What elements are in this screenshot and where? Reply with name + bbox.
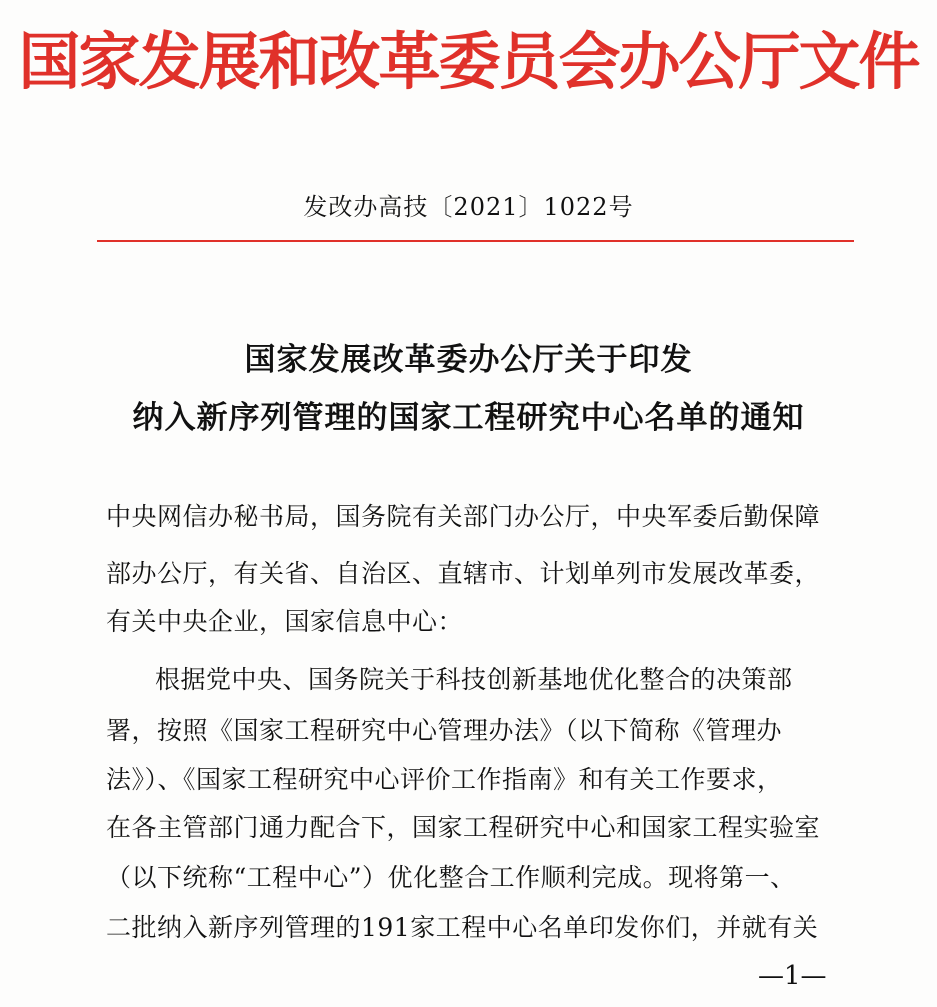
masthead-title: 国家发展和改革委员会办公厅文件 bbox=[18, 25, 919, 98]
paragraph-line-5: （以下统称“工程中心”）优化整合工作顺利完成。现将第一、 bbox=[106, 863, 796, 892]
paragraph-line-1: 根据党中央、国务院关于科技创新基地优化整合的决策部 bbox=[155, 665, 793, 694]
red-divider-line bbox=[97, 240, 854, 242]
notice-title-line-2: 纳入新序列管理的国家工程研究中心名单的通知 bbox=[132, 400, 805, 436]
paragraph-line-4: 在各主管部门通力配合下，国家工程研究中心和国家工程实验室 bbox=[106, 813, 821, 842]
addressee-line-2: 部办公厅，有关省、自治区、直辖市、计划单列市发展改革委， bbox=[106, 559, 821, 588]
addressee-line-1: 中央网信办秘书局，国务院有关部门办公厅，中央军委后勤保障 bbox=[106, 502, 821, 531]
paragraph-line-6: 二批纳入新序列管理的191家工程中心名单印发你们，并就有关 bbox=[106, 913, 819, 942]
document-number: 发改办高技〔2021〕1022号 bbox=[303, 193, 634, 221]
paragraph-line-3: 法》）、《国家工程研究中心评价工作指南》和有关工作要求， bbox=[106, 765, 783, 794]
addressee-line-3: 有关中央企业，国家信息中心： bbox=[106, 607, 464, 636]
notice-title-line-1: 国家发展改革委办公厅关于印发 bbox=[244, 342, 693, 378]
page-number: —1— bbox=[758, 961, 827, 991]
paragraph-line-2: 署，按照《国家工程研究中心管理办法》（以下简称《管理办 bbox=[106, 716, 783, 745]
